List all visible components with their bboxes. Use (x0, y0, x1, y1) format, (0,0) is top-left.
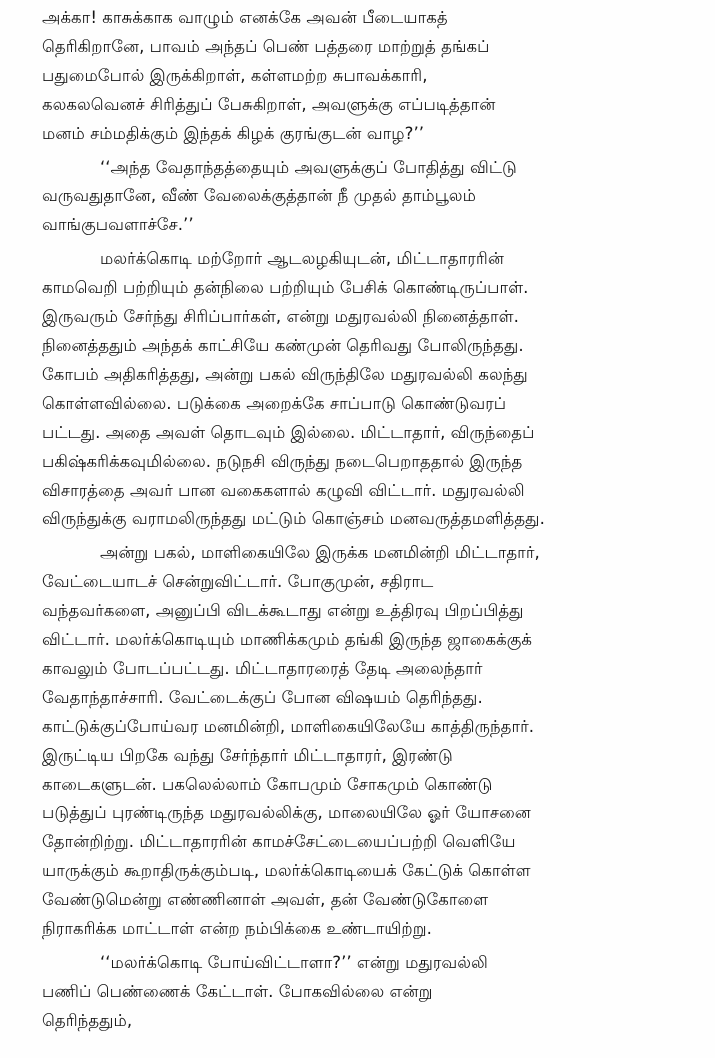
page-text (42, 4, 694, 1041)
text-line: நினைத்ததும் அந்தக் காட்சியே கண்முன் தெரிவது போலிருந்தது. (42, 335, 524, 355)
text-line: காவலும் போடப்பட்டது. மிட்டாதாரரைத் தேடி அலைந்தார் (42, 658, 483, 678)
text-line: மனம் சம்மதிக்கும் இந்தக் கிழக் குரங்குடன் வாழ?’’ (42, 123, 425, 143)
text-line: தெரிந்ததும், (42, 1010, 133, 1030)
paragraph (42, 949, 694, 1036)
text-line: அக்கா! காசுக்காக வாழும் எனக்கே அவன் பீடையாகத் (42, 8, 448, 27)
text-line: பட்டது. அதை அவள் தொடவும் இல்லை. மிட்டாதார், விருந்தைப் (42, 422, 535, 442)
text-line: ‘‘மலர்க்கொடி போய்விட்டாளா?’’ என்று மதுரவல்லி (100, 953, 488, 972)
text-line: யாருக்கும் கூறாதிருக்கும்படி, மலர்க்கொடியைக் கேட்டுக் கொள்ள (42, 861, 531, 881)
paragraph (42, 154, 694, 241)
text-line: காடைகளுடன். பகலெல்லாம் கோபமும் சோகமும் கொண்டு (42, 774, 493, 794)
paragraph (42, 539, 694, 944)
text-line: வாங்குபவளாச்சே.’’ (42, 215, 194, 235)
paragraph (42, 245, 694, 534)
text-line: கொள்ளவில்லை. படுக்கை அறைக்கே சாப்பாடு கொண்டுவரப் (42, 393, 507, 413)
text-line: தெரிகிறானே, பாவம் அந்தப் பெண் பத்தரை மாற்றுத் தங்கப் (42, 36, 490, 56)
text-line: வேதாந்தாச்சாரி. வேட்டைக்குப் போன விஷயம் தெரிந்தது. (42, 687, 483, 707)
paragraph (42, 4, 694, 149)
text-line: பகிஷ்கரிக்கவுமில்லை. நடுநசி விருந்து நடைபெறாததால் இருந்த (42, 451, 523, 471)
text-line: கலகலவெனச் சிரித்துப் பேசுகிறாள், அவளுக்கு எப்படித்தான் (42, 94, 496, 114)
text-line: பதுமைபோல் இருக்கிறாள், கள்ளமற்ற சுபாவக்காரி, (42, 65, 428, 85)
text-line: வேட்டையாடச் சென்றுவிட்டார். போகுமுன், சதிராட (42, 572, 434, 592)
text-line: வந்தவர்களை, அனுப்பி விடக்கூடாது என்று உத்திரவு பிறப்பித்து (42, 601, 524, 621)
text-line: காமவெறி பற்றியும் தன்நிலை பற்றியும் பேசிக் கொண்டிருப்பாள். (42, 278, 529, 298)
text-line: தோன்றிற்று. மிட்டாதாரரின் காமச்சேட்டையைப்பற்றி வெளியே (42, 832, 516, 852)
text-line: விருந்துக்கு வராமலிருந்தது மட்டும் கொஞ்சம் மனவருத்தமளித்தது. (42, 509, 545, 529)
text-line: விட்டார். மலர்க்கொடியும் மாணிக்கமும் தங்கி இருந்த ஜாகைக்குக் (42, 630, 533, 650)
text-line: நிராகரிக்க மாட்டாள் என்ற நம்பிக்கை உண்டாயிற்று. (42, 919, 432, 939)
text-line: விசாரத்தை அவர் பான வகைகளால் கழுவி விட்டார். மதுரவல்லி (42, 480, 525, 500)
text-line: மலர்க்கொடி மற்றோர் ஆடலழகியுடன், மிட்டாதாரரின் (100, 249, 504, 269)
text-line: காட்டுக்குப்போய்வர மனமின்றி, மாளிகையிலேயே காத்திருந்தார். (42, 716, 535, 736)
text-line: இருட்டிய பிறகே வந்து சேர்ந்தார் மிட்டாதாரர், இரண்டு (42, 745, 453, 765)
text-line: கோபம் அதிகரித்தது, அன்று பகல் விருந்திலே மதுரவல்லி கலந்து (42, 364, 528, 384)
text-line: இருவரும் சேர்ந்து சிரிப்பார்கள், என்று மதுரவல்லி நினைத்தாள். (42, 307, 519, 327)
text-line: அன்று பகல், மாளிகையிலே இருக்க மனமின்றி மிட்டாதார், (100, 543, 540, 563)
text-line: வருவதுதானே, வீண் வேலைக்குத்தான் நீ முதல் தாம்பூலம் (42, 186, 476, 206)
text-line: படுத்துப் புரண்டிருந்த மதுரவல்லிக்கு, மாலையிலே ஓர் யோசனை (42, 803, 531, 823)
text-line: வேண்டுமென்று எண்ணினாள் அவள், தன் வேண்டுகோளை (42, 890, 489, 910)
text-line: பணிப் பெண்ணைக் கேட்டாள். போகவில்லை என்று (42, 981, 433, 1001)
text-line: ‘‘அந்த வேதாந்தத்தையும் அவளுக்குப் போதித்து விட்டு (100, 157, 517, 177)
